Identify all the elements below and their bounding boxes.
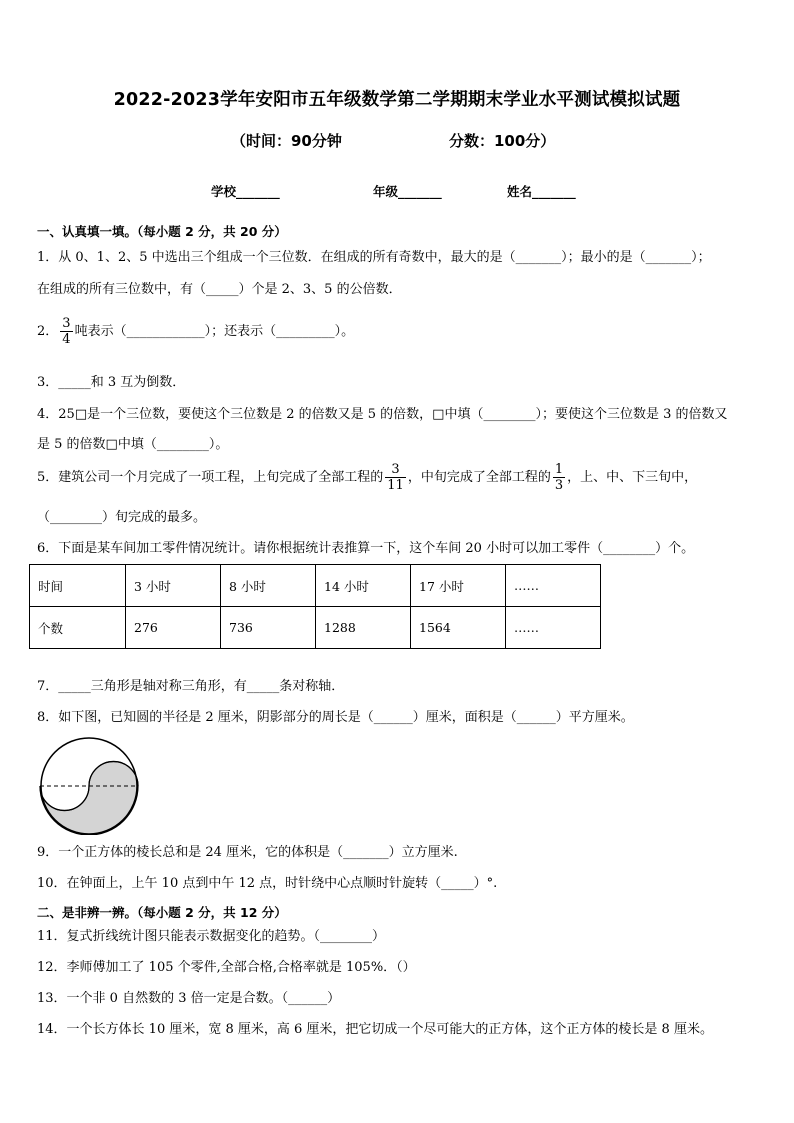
table-row [30,607,601,649]
shaded-region [40,762,138,836]
question-3: 3．_____和 3 互为倒数． [37,375,186,390]
question-1-line-1: 1．从 0、1、2、5 中选出三个组成一个三位数．在组成的所有奇数中，最大的是（_______）；最小的是（_______）； [37,250,711,265]
table-cell: 736 [221,607,316,649]
question-2 [37,316,354,347]
fraction-1-3 [553,462,565,493]
table-cell: 时间 [30,565,126,607]
table-cell: 1288 [316,607,411,649]
question-13: 13．一个非 0 自然数的 3 倍一定是合数。（______） [37,991,341,1006]
fraction-numerator: 3 [385,462,406,478]
yin-yang-circle-figure [36,737,144,835]
fraction-3-11 [385,462,406,493]
question-5-text-b: ，中旬完成了全部工程的 [407,470,551,485]
question-6: 6．下面是某车间加工零件情况统计。请你根据统计表推算一下，这个车间 20 小时可以加工零件（________）个。 [37,541,695,556]
fraction-numerator: 3 [62,316,71,331]
fraction-numerator: 1 [554,462,564,477]
table-row [30,565,601,607]
table-cell: 8 小时 [221,565,316,607]
fraction-denominator: 4 [62,332,71,347]
fraction-3-4 [60,316,72,347]
name-field: 姓名_______ [507,184,576,199]
table-cell: 1564 [411,607,506,649]
fraction-denominator: 3 [554,478,564,493]
question-11: 11．复式折线统计图只能表示数据变化的趋势。（________） [37,929,386,944]
exam-time: （时间：90分钟 [231,132,342,150]
question-8: 8．如下图，已知圆的半径是 2 厘米，阴影部分的周长是（______）厘米，面积是（______）平方厘米。 [37,710,634,725]
table-cell: 个数 [30,607,126,649]
question-5-text-a: 5．建筑公司一个月完成了一项工程，上旬完成了全部工程的 [37,470,384,485]
question-9: 9．一个正方体的棱长总和是 24 厘米，它的体积是（_______）立方厘米. [37,845,458,860]
parts-table [29,564,601,649]
question-10: 10．在钟面上，上午 10 点到中午 12 点，时针绕中心点顺时针旋转（_____）°. [37,876,498,891]
question-5-text-c: ，上、中、下三旬中， [567,470,698,485]
school-field: 学校_______ [211,184,280,199]
question-14: 14．一个长方体长 10 厘米，宽 8 厘米，高 6 厘米，把它切成一个尽可能大的正方体，这个正方体的棱长是 8 厘米。 [37,1022,713,1037]
table-cell: 3 小时 [126,565,221,607]
table-cell: …… [506,565,601,607]
question-2-number: 2． [37,324,59,339]
fraction-denominator: 11 [387,478,404,493]
section-1-heading: 一、认真填一填。（每小题 2 分，共 20 分） [37,224,287,239]
table-cell: 17 小时 [411,565,506,607]
section-2-heading: 二、是非辨一辨。（每小题 2 分，共 12 分） [37,905,287,920]
table-cell: 14 小时 [316,565,411,607]
page-title: 2022-2023学年安阳市五年级数学第二学期期末学业水平测试模拟试题 [113,90,681,110]
question-5-line-1 [37,462,697,493]
table-cell: …… [506,607,601,649]
exam-score: 分数：100分） [449,132,556,150]
question-5-line-2: （________）旬完成的最多。 [37,510,207,525]
table-cell: 276 [126,607,221,649]
question-1-line-2: 在组成的所有三位数中，有（_____）个是 2、3、5 的公倍数． [37,282,402,297]
question-4-line-1: 4．25□是一个三位数，要使这个三位数是 2 的倍数又是 5 的倍数，□中填（________）；要使这个三位数是 3 的倍数又 [37,407,728,422]
question-12: 12．李师傅加工了 105 个零件,全部合格,合格率就是 105%．（） [37,960,416,975]
grade-field: 年级_______ [373,184,442,199]
question-4-line-2: 是 5 的倍数□中填（________）。 [37,437,229,452]
question-7: 7．_____三角形是轴对称三角形，有_____条对称轴． [37,679,345,694]
question-2-text: 吨表示（____________）；还表示（_________）。 [74,324,355,339]
